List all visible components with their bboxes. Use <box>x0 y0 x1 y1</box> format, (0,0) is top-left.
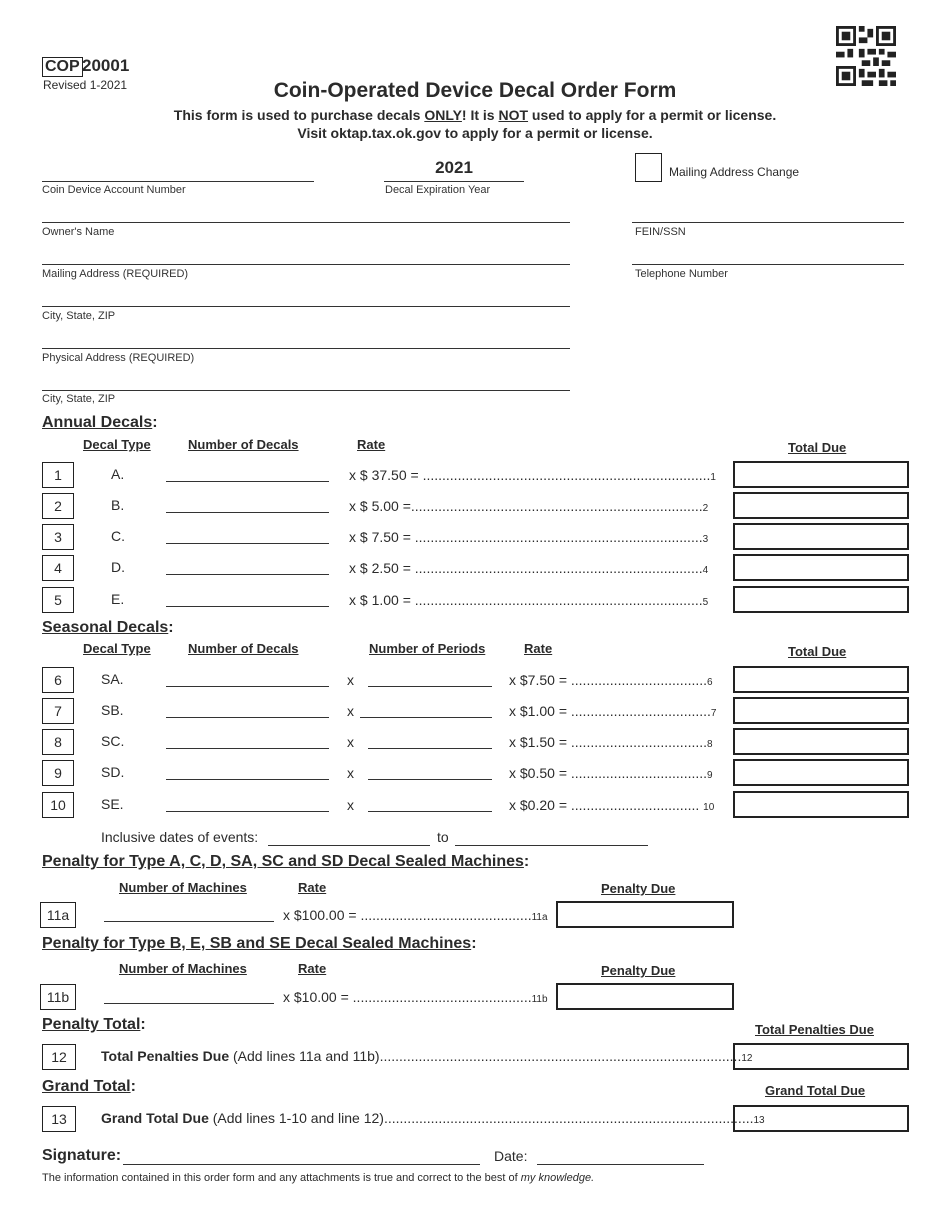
rate-text: x $10.00 = ..............................................11b <box>283 989 548 1005</box>
form-number: 20001 <box>82 56 130 75</box>
decal-type-letter: C. <box>111 528 125 544</box>
revised-date: Revised 1-2021 <box>43 78 128 92</box>
form-title: Coin-Operated Device Decal Order Form <box>273 79 677 102</box>
penalty-b-col-rate: Rate <box>298 961 327 976</box>
rate-value: x $10.00 = <box>283 989 353 1005</box>
mailing-address-change-checkbox[interactable] <box>635 153 662 182</box>
penalty-b-heading <box>42 935 477 953</box>
rate-text: x $0.20 = ................................. 10 <box>509 797 715 813</box>
owner-name-label: Owner's Name <box>42 226 115 238</box>
penalty-due-box[interactable] <box>556 901 734 928</box>
penalty-b-title: Penalty for Type B, E, SB and SE Decal Sealed Machines <box>42 935 472 952</box>
penalty-total-rest: (Add lines 11a and 11b) <box>229 1048 380 1064</box>
telephone-label: Telephone Number <box>635 268 728 280</box>
seasonal-col-rate: Rate <box>524 641 553 656</box>
inclusive-dates-label: Inclusive dates of events: <box>101 829 259 845</box>
rate-text: x $0.50 = ...................................9 <box>509 765 713 781</box>
line-ref: 11a <box>531 912 548 923</box>
seasonal-col-total: Total Due <box>788 644 847 659</box>
penalty-b-col-machines: Number of Machines <box>119 961 247 976</box>
number-of-decals-field[interactable] <box>166 703 329 718</box>
line-number-11a: 11a <box>40 902 76 928</box>
grand-total-text: Grand Total Due (Add lines 1-10 and line 12)...............................................................................................13 <box>101 1110 765 1126</box>
seasonal-col-periods: Number of Periods <box>369 641 486 656</box>
annual-col-rate: Rate <box>357 437 386 452</box>
line-ref: 13 <box>753 1115 765 1126</box>
event-end-date-field[interactable] <box>455 831 648 846</box>
decal-year-field[interactable]: 2021 <box>384 158 524 182</box>
line-number-3: 3 <box>42 524 74 550</box>
subtitle-line-2: Visit oktap.tax.ok.gov to apply for a permit or license. <box>297 125 653 141</box>
number-of-decals-field[interactable] <box>166 592 329 607</box>
to-label: to <box>437 829 449 845</box>
penalty-a-title: Penalty for Type A, C, D, SA, SC and SD Decal Sealed Machines <box>42 853 524 870</box>
rate-text: x $ 2.50 = ..........................................................................4 <box>349 560 709 576</box>
line-ref: 1 <box>710 472 716 483</box>
number-of-periods-field[interactable] <box>360 703 492 718</box>
physical-address-field[interactable] <box>42 332 570 349</box>
total-penalties-due-box[interactable] <box>733 1043 909 1070</box>
number-of-decals-field[interactable] <box>166 560 329 575</box>
annual-col-total: Total Due <box>788 440 847 455</box>
seasonal-col-number: Number of Decals <box>188 641 299 656</box>
penalty-a-col-rate: Rate <box>298 880 327 895</box>
line-ref: 6 <box>707 677 713 688</box>
grand-total-bold: Grand Total Due <box>101 1110 209 1126</box>
line-ref: 10 <box>703 802 715 813</box>
rate-value: x $ 37.50 = <box>349 467 423 483</box>
annual-col-number: Number of Decals <box>188 437 299 452</box>
decal-type-letter: B. <box>111 497 125 513</box>
line-number-10: 10 <box>42 792 74 818</box>
penalty-a-col-due: Penalty Due <box>601 881 676 896</box>
line-number-2: 2 <box>42 493 74 519</box>
telephone-field[interactable] <box>632 248 904 265</box>
decal-type-letter: D. <box>111 559 125 575</box>
mailing-address-change-label: Mailing Address Change <box>669 165 800 179</box>
rate-value: x $1.50 = <box>509 734 571 750</box>
number-of-decals-field[interactable] <box>166 672 329 687</box>
decal-type-letter: SA. <box>101 671 124 687</box>
line-number-6: 6 <box>42 667 74 693</box>
grand-total-rest: (Add lines 1-10 and line 12) <box>208 1110 384 1126</box>
line-ref: 7 <box>710 708 717 719</box>
owner-name-field[interactable] <box>42 206 570 223</box>
qr-code-icon <box>836 26 896 86</box>
heading-colon: : <box>168 619 174 636</box>
account-number-label: Coin Device Account Number <box>42 184 186 196</box>
number-of-periods-field[interactable] <box>368 765 492 780</box>
rate-text: x $1.50 = ...................................8 <box>509 734 713 750</box>
line-number-7: 7 <box>42 698 74 724</box>
heading-colon: : <box>140 1016 146 1033</box>
times-symbol: x <box>347 797 354 813</box>
decal-type-letter: SD. <box>101 764 125 780</box>
penalty-b-col-due: Penalty Due <box>601 963 676 978</box>
total-due-box[interactable] <box>733 523 909 550</box>
seasonal-decals-heading <box>42 619 174 637</box>
rate-value: x $0.20 = <box>509 797 571 813</box>
number-of-decals-field[interactable] <box>166 498 329 513</box>
line-ref: 11b <box>531 994 548 1005</box>
number-of-periods-field[interactable] <box>368 672 492 687</box>
line-ref: 4 <box>702 565 709 576</box>
decal-type-letter: A. <box>111 466 125 482</box>
number-of-machines-field[interactable] <box>104 989 274 1004</box>
number-of-decals-field[interactable] <box>166 734 329 749</box>
physical-address-label: Physical Address (REQUIRED) <box>42 352 195 364</box>
number-of-decals-field[interactable] <box>166 529 329 544</box>
number-of-decals-field[interactable] <box>166 797 329 812</box>
grand-total-col: Grand Total Due <box>765 1083 866 1098</box>
total-due-box[interactable] <box>733 728 909 755</box>
total-due-box[interactable] <box>733 461 909 488</box>
number-of-decals-field[interactable] <box>166 765 329 780</box>
rate-text: x $ 5.00 =...........................................................................2 <box>349 498 709 514</box>
rate-value: x $1.00 = <box>509 703 571 719</box>
subtitle-emphasis-not: NOT <box>498 107 529 123</box>
rate-text: x $ 37.50 = ..........................................................................1 <box>349 467 716 483</box>
seasonal-col-decal-type: Decal Type <box>83 641 151 656</box>
number-of-decals-field[interactable] <box>166 467 329 482</box>
annual-col-decal-type: Decal Type <box>83 437 151 452</box>
decal-year-label: Decal Expiration Year <box>385 184 491 196</box>
penalty-a-col-machines: Number of Machines <box>119 880 247 895</box>
signature-label: Signature: <box>42 1147 122 1164</box>
total-due-box[interactable] <box>733 697 909 724</box>
line-number-1: 1 <box>42 462 74 488</box>
subtitle-emphasis-only: ONLY <box>424 107 462 123</box>
total-due-box[interactable] <box>733 586 909 613</box>
total-due-box[interactable] <box>733 666 909 693</box>
line-ref: 9 <box>707 770 713 781</box>
certification-statement <box>42 1172 594 1184</box>
date-field[interactable] <box>537 1147 704 1165</box>
form-code-box: COP <box>42 57 83 77</box>
subtitle-line-1 <box>0 107 950 123</box>
rate-text: x $1.00 = ....................................7 <box>509 703 717 719</box>
number-of-periods-field[interactable] <box>368 734 492 749</box>
times-symbol: x <box>347 703 354 719</box>
line-number-8: 8 <box>42 729 74 755</box>
physical-city-state-zip-label: City, State, ZIP <box>42 393 116 405</box>
heading-colon: : <box>523 853 530 870</box>
penalty-a-heading <box>42 853 529 871</box>
line-number-13: 13 <box>42 1106 76 1132</box>
line-ref: 12 <box>741 1053 753 1064</box>
date-label: Date: <box>494 1148 528 1164</box>
subtitle-part: ! It is <box>461 107 499 123</box>
account-number-field[interactable] <box>42 163 314 182</box>
total-due-box[interactable] <box>733 759 909 786</box>
penalty-total-bold: Total Penalties Due <box>101 1048 230 1064</box>
times-symbol: x <box>347 672 354 688</box>
rate-text: x $ 7.50 = ..........................................................................3 <box>349 529 709 545</box>
heading-colon: : <box>471 935 477 952</box>
line-ref: 3 <box>702 534 709 545</box>
line-number-12: 12 <box>42 1044 76 1070</box>
rate-text: x $ 1.00 = ..........................................................................5 <box>349 592 709 608</box>
line-ref: 5 <box>702 597 709 608</box>
rate-text: x $7.50 = ...................................6 <box>509 672 713 688</box>
rate-value: x $ 2.50 = <box>349 560 415 576</box>
decal-type-letter: SB. <box>101 702 124 718</box>
annual-decals-title: Annual Decals <box>42 414 153 431</box>
mailing-city-state-zip-label: City, State, ZIP <box>42 310 116 322</box>
total-due-box[interactable] <box>733 791 909 818</box>
total-due-box[interactable] <box>733 492 909 519</box>
rate-value: x $ 5.00 = <box>349 498 411 514</box>
fein-ssn-label: FEIN/SSN <box>635 226 686 238</box>
line-ref: 2 <box>702 503 709 514</box>
rate-value: x $100.00 = <box>283 907 361 923</box>
line-ref: 8 <box>707 739 713 750</box>
line-number-9: 9 <box>42 760 74 786</box>
rate-value: x $ 7.50 = <box>349 529 415 545</box>
line-number-5: 5 <box>42 587 74 613</box>
decal-type-letter: SC. <box>101 733 125 749</box>
number-of-periods-field[interactable] <box>368 797 492 812</box>
signature-field[interactable] <box>123 1147 480 1165</box>
seasonal-decals-title: Seasonal Decals <box>42 619 169 636</box>
heading-colon: : <box>130 1078 136 1095</box>
mailing-address-label: Mailing Address (REQUIRED) <box>42 268 189 280</box>
heading-colon: : <box>152 414 158 431</box>
total-penalties-col: Total Penalties Due <box>755 1022 874 1037</box>
rate-value: x $0.50 = <box>509 765 571 781</box>
grand-total-title: Grand Total <box>42 1078 131 1095</box>
decal-type-letter: E. <box>111 591 125 607</box>
subtitle-part: used to apply for a permit or license. <box>528 107 777 123</box>
event-start-date-field[interactable] <box>268 831 430 846</box>
fein-ssn-field[interactable] <box>632 206 904 223</box>
line-number-4: 4 <box>42 555 74 581</box>
grand-total-due-box[interactable] <box>733 1105 909 1132</box>
mailing-city-state-zip-field[interactable] <box>42 290 570 307</box>
grand-total-heading <box>42 1078 136 1096</box>
rate-value: x $ 1.00 = <box>349 592 415 608</box>
line-number-11b: 11b <box>40 984 76 1010</box>
physical-city-state-zip-field[interactable] <box>42 374 570 391</box>
decal-type-letter: SE. <box>101 796 124 812</box>
mailing-address-field[interactable] <box>42 248 570 265</box>
times-symbol: x <box>347 734 354 750</box>
times-symbol: x <box>347 765 354 781</box>
statement-italic: my knowledge. <box>520 1172 595 1184</box>
total-due-box[interactable] <box>733 554 909 581</box>
penalty-total-text: Total Penalties Due (Add lines 11a and 11b).............................................................................................12 <box>101 1048 753 1064</box>
penalty-due-box[interactable] <box>556 983 734 1010</box>
penalty-total-heading <box>42 1016 146 1034</box>
rate-text: x $100.00 = ............................................11a <box>283 907 548 923</box>
penalty-total-title: Penalty Total <box>42 1016 141 1033</box>
number-of-machines-field[interactable] <box>104 907 274 922</box>
annual-decals-heading <box>42 414 158 432</box>
rate-value: x $7.50 = <box>509 672 571 688</box>
subtitle-part: This form is used to purchase decals <box>173 107 425 123</box>
statement-text: The information contained in this order form and any attachments is true and correct to the best of <box>42 1172 521 1184</box>
